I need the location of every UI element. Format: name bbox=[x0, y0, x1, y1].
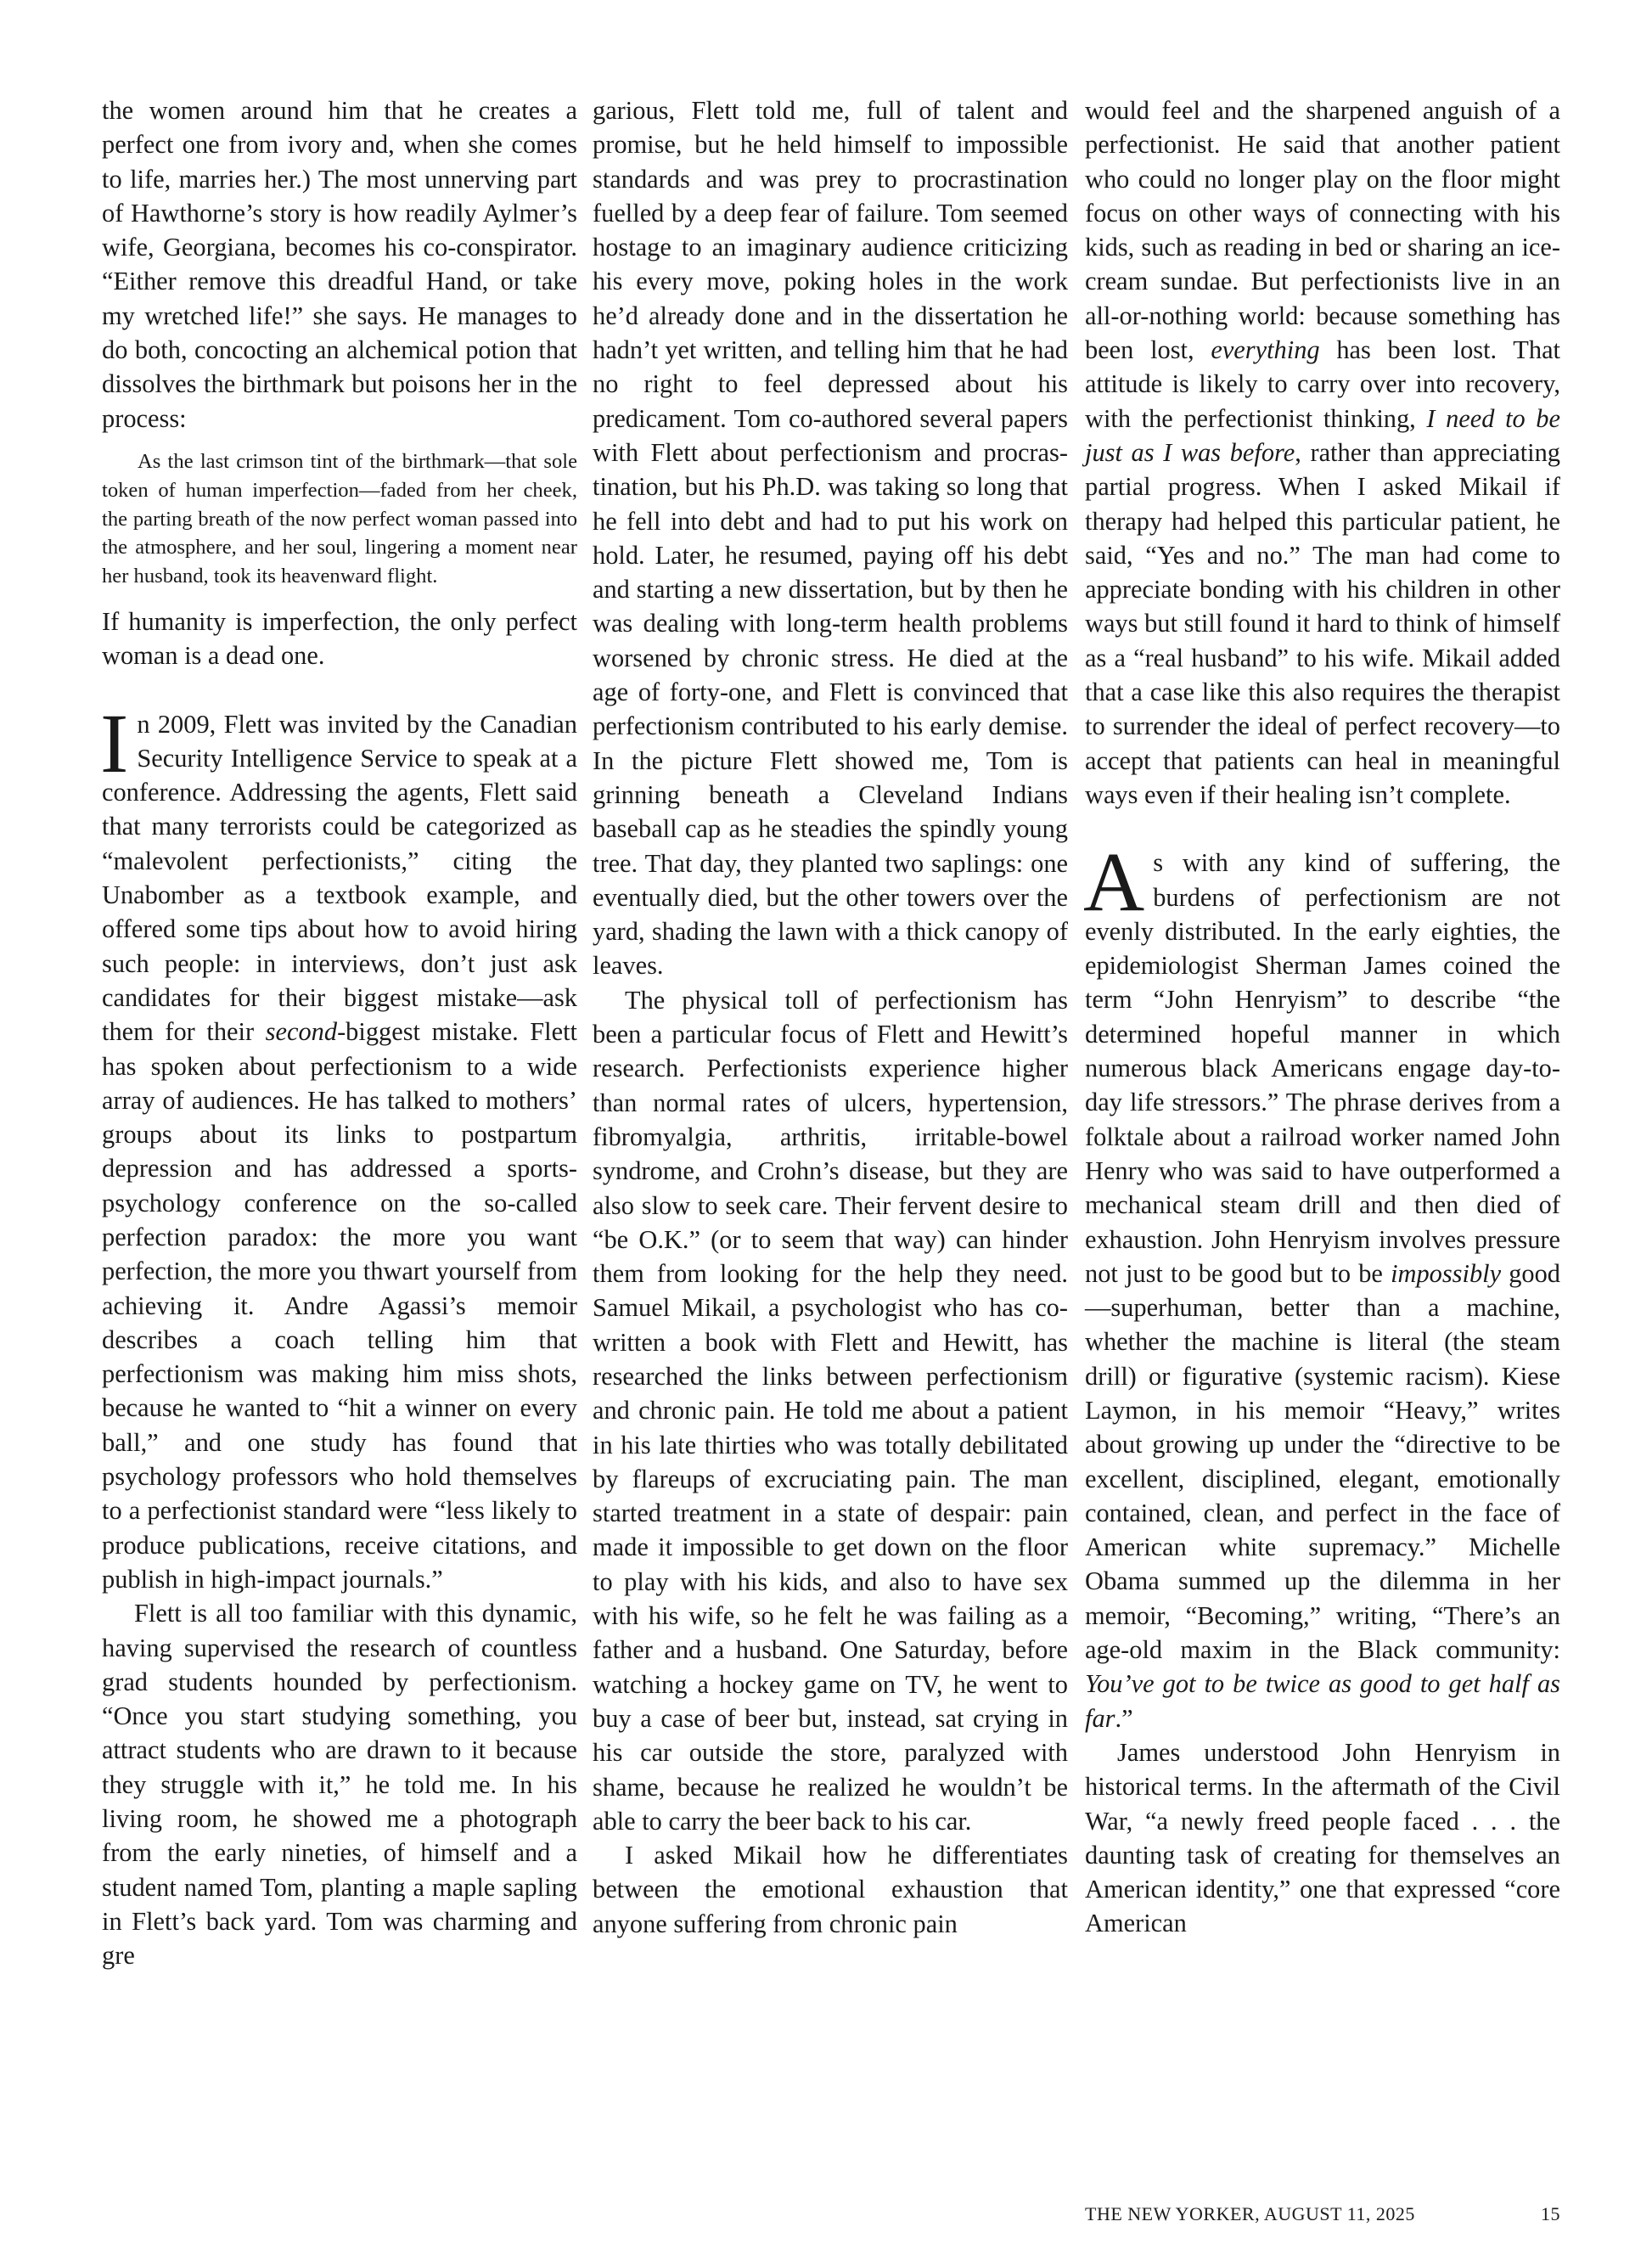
block-quote bbox=[102, 447, 577, 591]
italic-text: I need to be just as I was before bbox=[1085, 403, 1560, 467]
paragraph: Flett is all too familiar with this dynamic, having supervised the research of countless grad students hounded by perfectionism. “Once you start studying something, you attract students who are drawn to it because they struggle with it,” he told me. In his living room, he showed me a photograph from the early nineties, of himself and a student named Tom, planting a maple sapling in Flett’s back yard. Tom was charming and gre bbox=[102, 1599, 577, 1971]
page-number: 15 bbox=[1541, 2203, 1560, 2224]
paragraph-text: has been lost. That attitude is likely to carry over into recovery, with the perfectionist thinking, bbox=[1085, 335, 1561, 433]
paragraph-text: -biggest mistake. Flett has spoken about perfectionism to a wide array of audiences. He has talked to mothers’ groups about its links to postpartum depression and has addressed a sports-psychology conference on the so-called perfection paradox: the more you want perfection, the more you thwart yourself from achieving it. Andre Agassi’s memoir describes a coach telling him that perfectionism was making him miss shots, because he wanted to “hit a winner on every ball,” and one study has found that psychology professors who hold themselves to a perfectionist standard were “less likely to produce publications, receive citations, and publish in high-impact journals.” bbox=[102, 1017, 577, 1594]
quote-text: As the last crimson tint of the birthmark—that sole token of human imperfection—faded from her cheek, the parting breath of the now perfect woman passed into the atmosphere, and her soul, lingering a moment near her husband, took its heavenward flight. bbox=[102, 449, 577, 588]
paragraph: If humanity is imperfection, the only perfect woman is a dead one. bbox=[102, 606, 577, 671]
italic-text: second bbox=[265, 1017, 338, 1047]
paragraph: I asked Mikail how he differentiates between the emotional exhaustion that anyone suffering from chronic pain bbox=[593, 1841, 1068, 1938]
italic-text: impossibly bbox=[1391, 1258, 1502, 1288]
text-column-1 bbox=[102, 93, 577, 1973]
drop-cap: A bbox=[1083, 835, 1145, 930]
paragraph: James understood John Henryism in historical terms. In the aftermath of the Civil War, “a newly freed people faced . . . the daunting task of creating for themselves an American identity,” one that expressed “core American bbox=[1085, 1737, 1560, 1938]
paragraph: the women around him that he creates a perfect one from ivory and, when she comes to life, marries her.) The most unnerving part of Hawthorne’s story is how readily Aylmer’s wife, Georgiana, becomes his co-conspirator. “Either remove this dreadful Hand, or take my wretched life!” she says. He manages to do both, concocting an alchemical potion that dissolves the birthmark but poisons her in the process: bbox=[102, 96, 577, 433]
section-opening-paragraph bbox=[1083, 835, 1560, 1735]
paragraph: The physical toll of perfectionism has been a particular focus of Flett and Hewitt’s research. Perfectionists experience higher than normal rates of ulcers, hypertension, fibromyalgia, arthritis, irritable-bowel syndrome, and Crohn’s disease, but they are also slow to seek care. Their fervent desire to “be O.K.” (or to seem that way) can hinder them from looking for the help they need. Samuel Mikail, a psychologist who has co-written a book with Flett and Hewitt, has researched the links between perfectionism and chronic pain. He told me about a patient in his late thirties who was totally debilitated by flareups of excruciating pain. The man started treatment in a state of despair: pain made it impossible to get down on the floor to play with his kids, and also to have sex with his wife, so he felt he was failing as a father and a husband. One Saturday, before watching a hockey game on TV, he went to buy a case of beer but, instead, sat crying in his car outside the store, paralyzed with shame, because he realized he wouldn’t be able to carry the beer back to his car. bbox=[593, 985, 1068, 1836]
italic-text: You’ve got to be twice as good to get half as far bbox=[1085, 1669, 1560, 1733]
paragraph-text: good—superhuman, better than a machine, whether the machine is literal (the steam drill) or figurative (systemic racism). Kiese Laymon, in his memoir “Heavy,” writes about growing up under the “directive to be excellent, disciplined, elegant, emotionally contained, clean, and perfect in the face of American white supremacy.” Michelle Obama summed up the dilemma in her memoir, “Becoming,” writing, “There’s an age-old maxim in the Black community: bbox=[1085, 1258, 1560, 1665]
paragraph-text: s with any kind of suffering, the burdens of perfectionism are not evenly distributed. In the early eighties, the epidemiologist Sherman James coined the term “John Henryism” to describe “the determined hopeful manner in which numerous black Americans engage day-to-day life stressors.” The phrase derives from a folktale about a railroad worker named John Henry who was said to have outperformed a mechanical steam drill and then died of exhaustion. John Henryism involves pressure not just to be good but to be bbox=[1085, 848, 1560, 1288]
drop-cap: I bbox=[100, 695, 129, 790]
paragraph-text: , rather than appreciating partial progress. When I asked Mikail if therapy had helped this particular patient, he said, “Yes and no.” The man had come to appreciate bonding with his children in other ways but still found it hard to think of himself as a “real husband” to his wife. Mikail added that a case like this also requires the therapist to surrender the ideal of perfect recovery—to accept that patients can heal in meaningful ways even if their healing isn’t complete. bbox=[1085, 437, 1561, 809]
paragraph bbox=[1085, 93, 1560, 812]
magazine-issue-line: THE NEW YORKER, AUGUST 11, 2025 bbox=[1085, 2203, 1415, 2224]
paragraph: garious, Flett told me, full of talent and promise, but he held himself to impossible standards and was prey to procrastination fuelled by a deep fear of failure. Tom seemed hostage to an imaginary audience criticizing his every move, poking holes in the work he’d already done and in the dissertation he hadn’t yet written, and telling him that he had no right to feel depressed about his predicament. Tom co-authored several papers with Flett about perfectionism and procrastination, but his Ph.D. was taking so long that he fell into debt and had to put his work on hold. Later, he resumed, paying off his debt and starting a new dissertation, but by then he was dealing with long-term health problems worsened by chronic stress. He died at the age of forty-one, and Flett is convinced that perfectionism contributed to his early demise. In the picture Flett showed me, Tom is grinning beneath a Cleveland Indians baseball cap as he steadies the spindly young tree. That day, they planted two saplings: one eventually died, but the other towers over the yard, shading the lawn with a thick canopy of leaves. bbox=[593, 96, 1068, 981]
text-column-3 bbox=[1085, 93, 1560, 1941]
section-opening-paragraph bbox=[100, 695, 577, 1597]
italic-text: everything bbox=[1211, 335, 1320, 365]
text-column-2 bbox=[593, 93, 1068, 1941]
paragraph-text: .” bbox=[1115, 1703, 1133, 1733]
paragraph-text: n 2009, Flett was invited by the Canadian Security Intelligence Service to speak at a conference. Addressing the agents, Flett said that many terrorists could be categorized as “malevolent perfectionists,” citing the Unabomber as a textbook example, and offered some tips about how to avoid hiring such people: in interviews, don’t just ask candidates for their biggest mistake—ask them for their bbox=[102, 709, 577, 1047]
paragraph-text: would feel and the sharpened anguish of a perfectionist. He said that another patient who could no longer play on the floor might focus on other ways of connecting with his kids, such as reading in bed or sharing an ice-cream sundae. But perfectionists live in an all-or-nothing world: because something has been lost, bbox=[1085, 96, 1560, 365]
